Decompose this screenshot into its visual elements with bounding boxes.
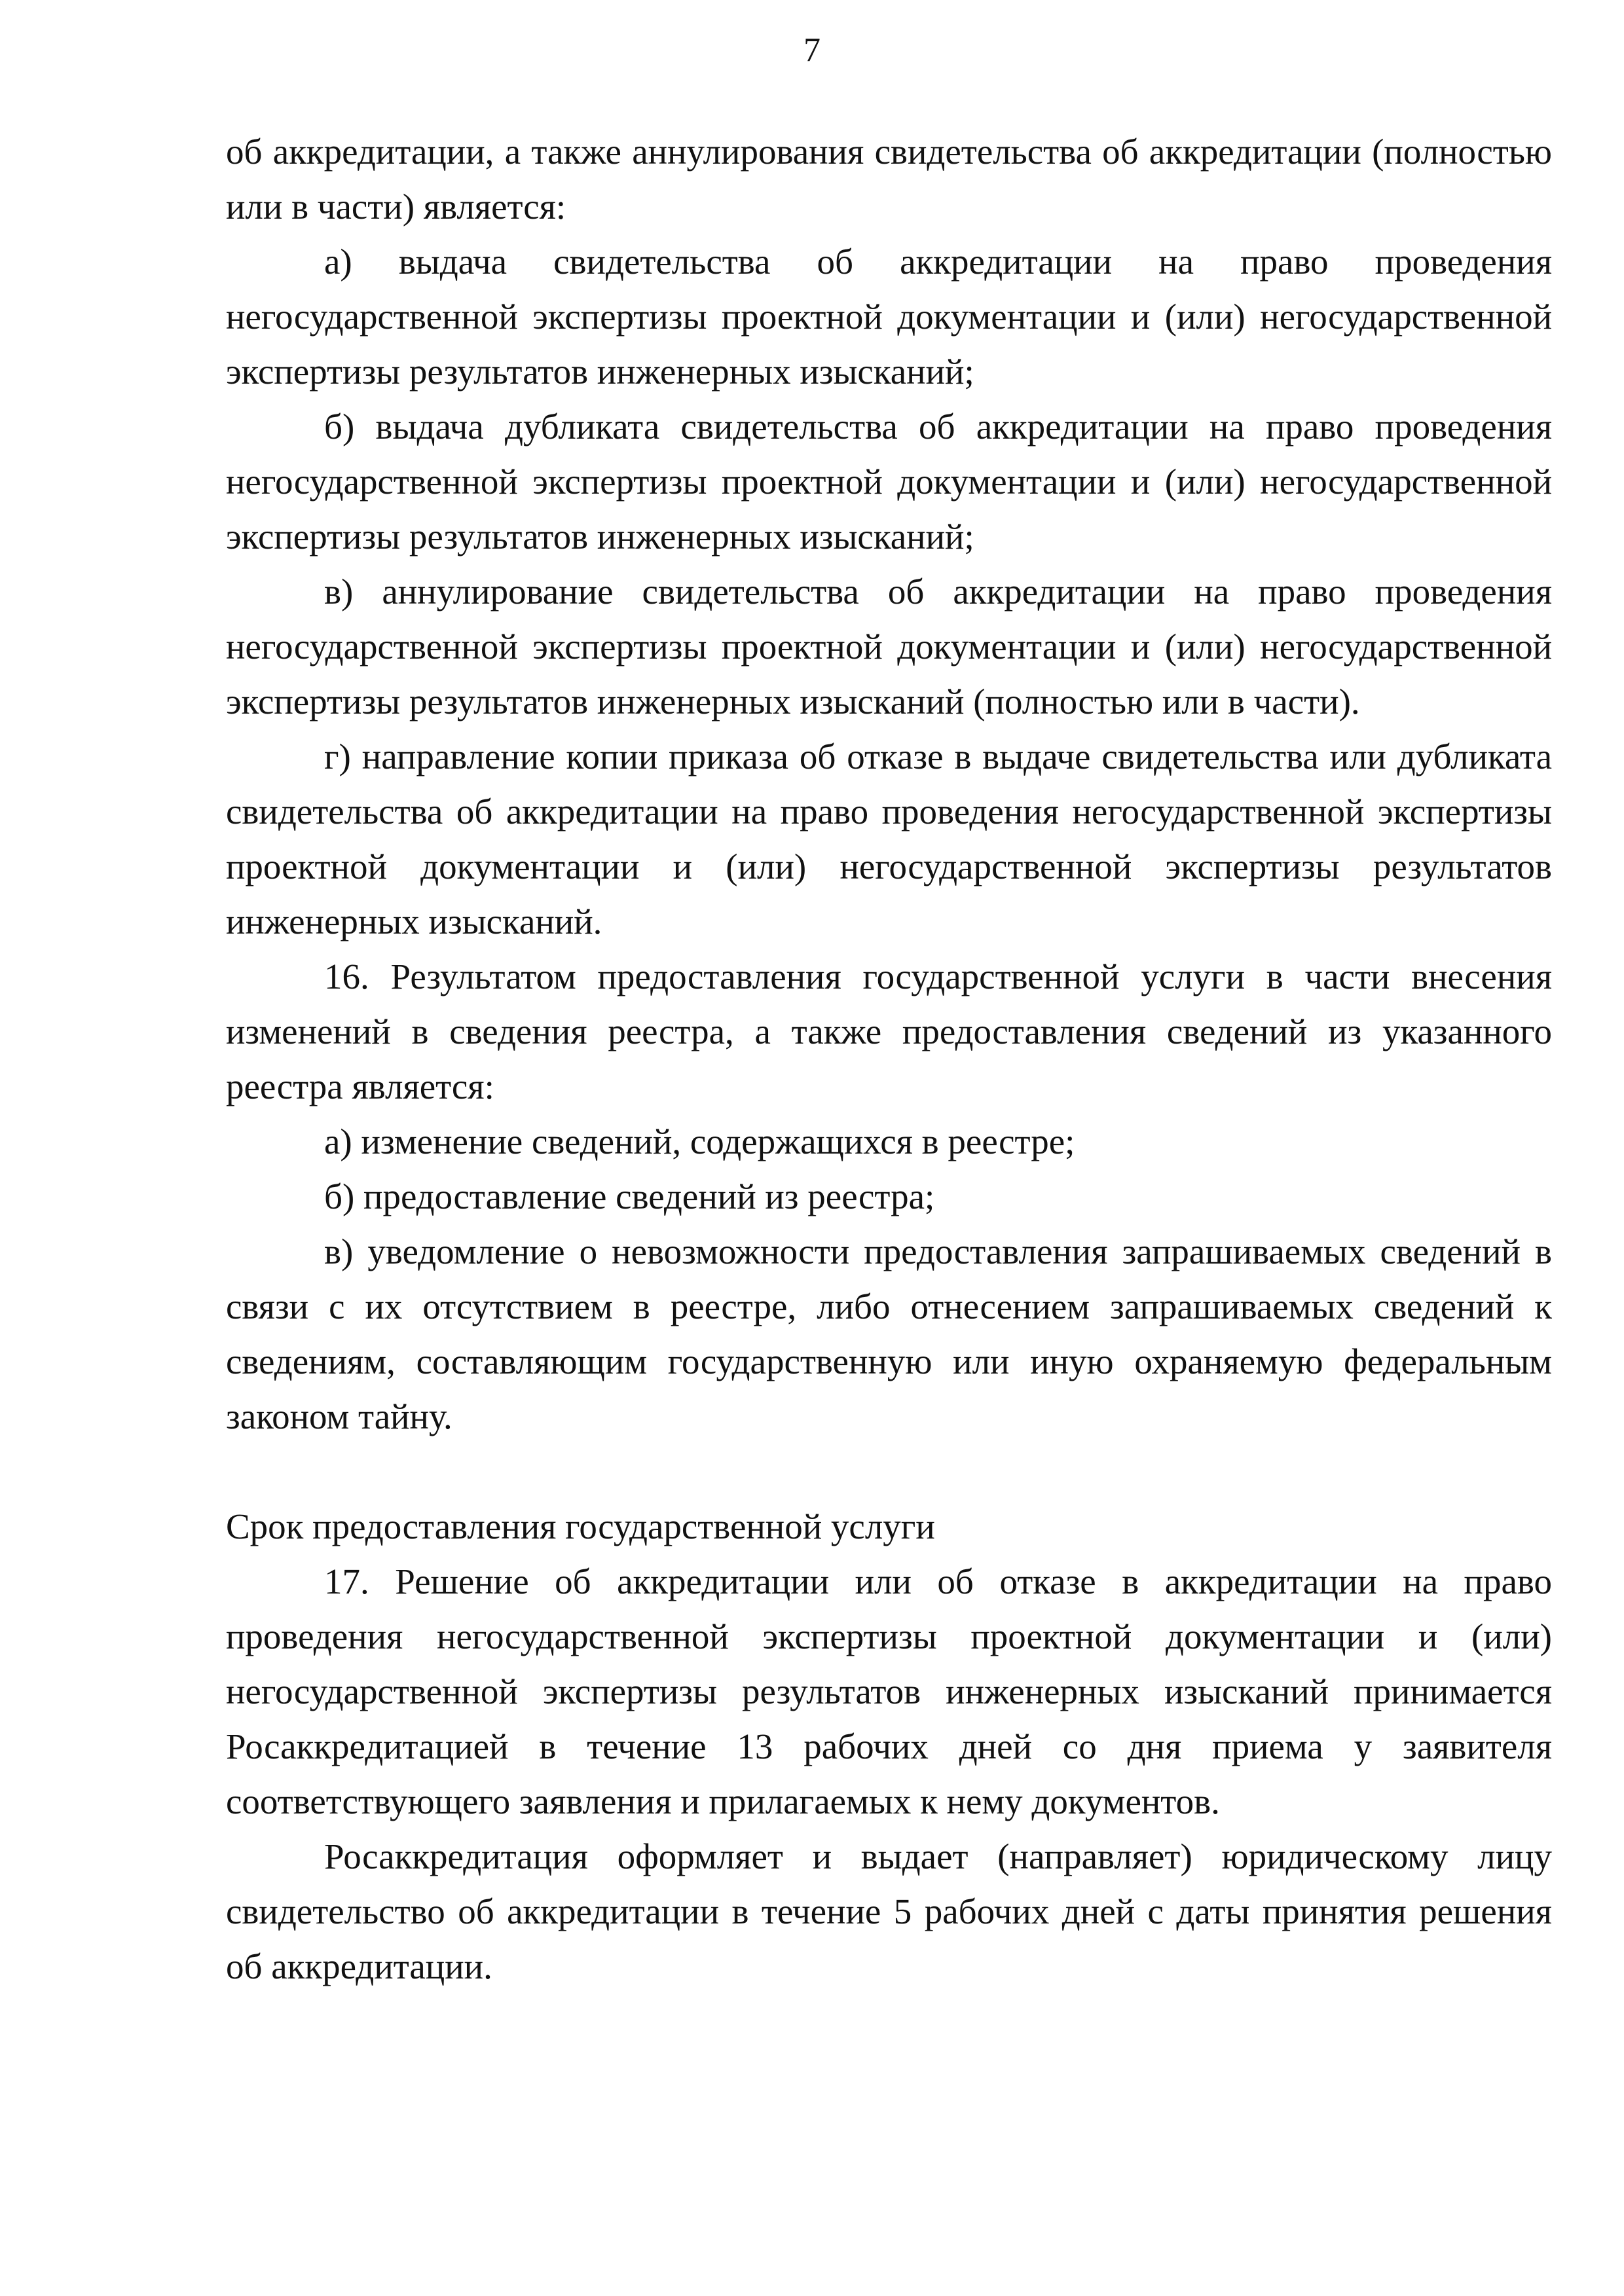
paragraph-continuation: об аккредитации, а также аннулирования свидетельства об аккредитации (полностью или в части) является: [226,132,1552,227]
paragraph-16: 16. Результатом предоставления государственной услуги в части внесения изменений в сведения реестра, а также предоставления сведений из указанного реестра является: [226,957,1552,1106]
list-item-v-notification: в) уведомление о невозможности предоставления запрашиваемых сведений в связи с их отсутствием в реестре, либо отнесением запрашиваемых сведений к сведениям, составляющим государственную или иную охраняемую федеральным законом тайну. [226,1231,1552,1436]
page-number: 7 [803,31,821,69]
paragraph-17: 17. Решение об аккредитации или об отказе в аккредитации на право проведения негосударственной экспертизы проектной документации и (или) негосударственной экспертизы результатов инженерных изысканий принимается Росаккредитацией в течение 13 рабочих дней со дня приема у заявителя соответствующего заявления и прилагаемых к нему документов. [226,1561,1552,1821]
list-item-a-change-info: а) изменение сведений, содержащихся в реестре; [324,1121,1075,1161]
list-item-g-refusal-copy: г) направление копии приказа об отказе в выдаче свидетельства или дубликата свидетельства об аккредитации на право проведения негосударственной экспертизы проектной документации и (или) негосударственной экспертизы результатов инженерных изысканий. [226,737,1552,941]
list-item-v-annulment: в) аннулирование свидетельства об аккредитации на право проведения негосударственной экспертизы проектной документации и (или) негосударственной экспертизы результатов инженерных изысканий (полностью или в части). [226,572,1552,721]
paragraph-certificate-issuance: Росаккредитация оформляет и выдает (направляет) юридическому лицу свидетельство об аккредитации в течение 5 рабочих дней с даты принятия решения об аккредитации. [226,1836,1552,1986]
list-item-a-issue-certificate: а) выдача свидетельства об аккредитации на право проведения негосударственной экспертизы проектной документации и (или) негосударственной экспертизы результатов инженерных изысканий; [226,242,1552,392]
section-heading: Срок предоставления государственной услуги [226,1506,935,1546]
document-body [226,124,1552,1994]
list-item-b-provide-info: б) предоставление сведений из реестра; [324,1176,935,1216]
list-item-b-issue-duplicate: б) выдача дубликата свидетельства об аккредитации на право проведения негосударственной экспертизы проектной документации и (или) негосударственной экспертизы результатов инженерных изысканий; [226,407,1552,556]
